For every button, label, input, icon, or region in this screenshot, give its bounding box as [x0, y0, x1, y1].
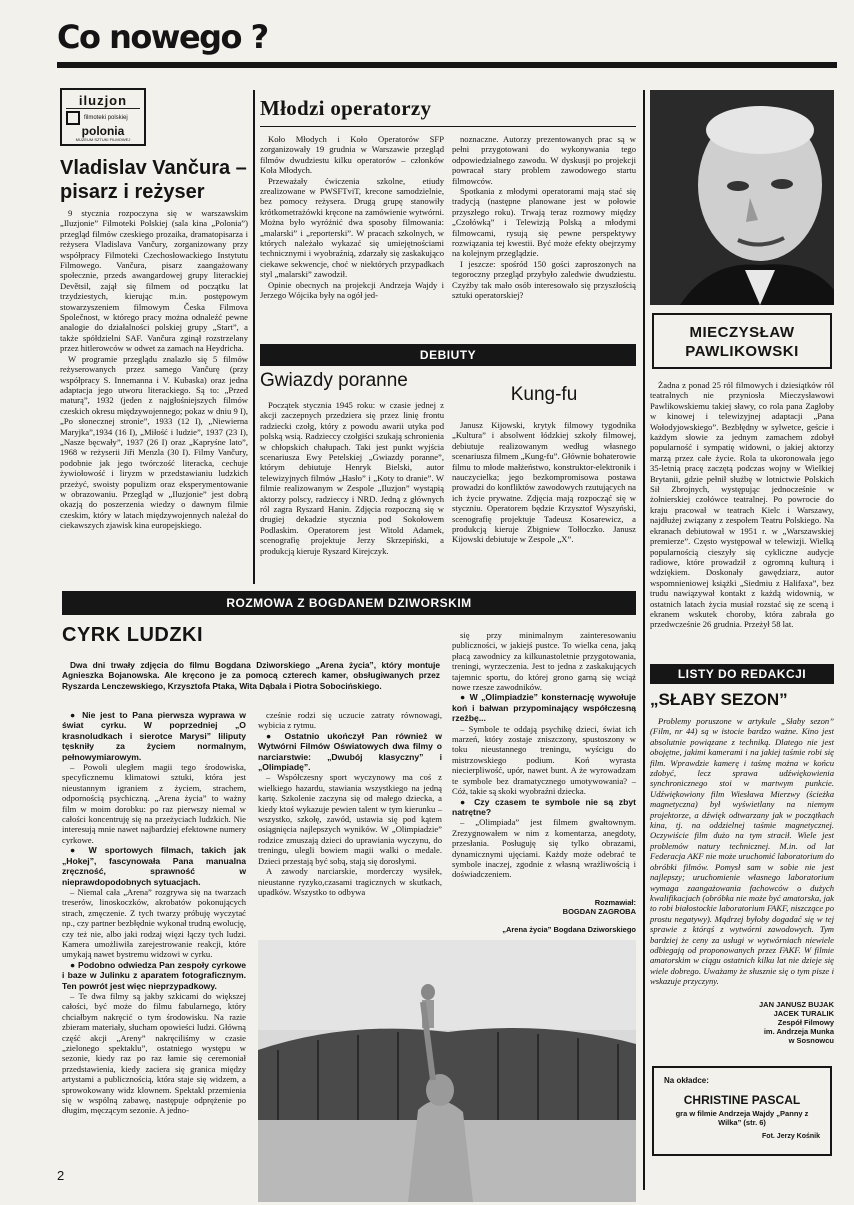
column-rule [253, 90, 255, 584]
vancura-headline: Vladislav Vančura – pisarz i reżyser [60, 157, 247, 203]
kungfu-body: Janusz Kijowski, krytyk filmowy tygodnika „Kultura” i absolwent łódzkiej szkoły filmowej, debiutuje realizowanym według własnego scenariusza filmem „Kung-fu”. Głównie bohaterowie filmu to młode małżeństwo, konstruktor-elektronik i nauczycielka; jego bezkompromisowa postawa prowadzi do konfliktów zawodowych rzutujących na ich życie prywatne. Zdjęcia mają rozpocząć się w styczniu. Operatorem będzie Krzysztof Wyszyński, scenografię projektuje Tadeusz Kosarewicz, a produkcją kieruje Zbigniew Tołłoczko. Janusz Kijowski debiutuje w Zespole „X”. [452, 420, 636, 545]
answer: – Niemal cała „Arena” rozgrywa się na twarzach treserów, linoskoczków, akrobatów pokonujących strach, zmęczenie. Z tych twarzy próbuję wyczytać np., czy partner bezbłędnie wykonał trudną ewolucję, czy też nie, albo jaki rodzaj więzi łączy tych ludzi. Kamera umożliwiła zarejestrowanie reakcji, które umykają nawet bystremu widzowi w cyrku. [62, 886, 246, 960]
kungfu-headline: Kung-fu [510, 384, 578, 405]
interviewer-label: Rozmawiał: [594, 898, 636, 907]
photo-caption: „Arena życia” Bogdana Dziworskiego [502, 925, 636, 934]
logo-word-iluzjon: iluzjon [66, 93, 140, 109]
logo-mark-icon [66, 111, 80, 125]
iluzjon-logo [60, 88, 146, 146]
pawlikowski-photo [650, 90, 834, 305]
answer: – „Olimpiada” jest filmem gwałtownym. Zrezygnowałem w nim z komentarza, anegdoty, przesłania. Posługuję się tylko obrazami, dynamicznymi ujęciami. Każdy może odebrać te symbole inaczej, zgodnie z własną wrażliwością i doświadczeniem. [452, 817, 636, 880]
listy-bar: LISTY DO REDAKCJI [650, 664, 834, 684]
interviewer-name: BOGDAN ZAGROBA [562, 907, 636, 916]
answer: się przy minimalnym zainteresowaniu publiczności, w jakiejś pustce. To wielka cena, jaką płacą zawodnicy za kilkunastoletnie przygotowania, treningi, wyrzeczenia. Jest to jedna z zaskakujących tajemnic sportu, do której grono garną się wciąż nowe rzesze zawodników. [452, 630, 636, 693]
rozmowa-bar: ROZMOWA Z BOGDANEM DZIWORSKIM [62, 591, 636, 615]
masthead-title: Co nowego ? [57, 18, 268, 56]
interviewer-block [452, 898, 636, 916]
answer: – Powoli uległem magii tego środowiska, specyficznemu klimatowi sztuki, która jest nieustannym igraniem z życiem, strachem, odpornością psychiczną. „Arena życia” to ważny film w moim dorobku: po raz pierwszy niemal w całości koncentruję się na przeżyciach ludzkich. Nie interesują mnie nawet najbardziej efektowne numery cyrkowe. [62, 762, 246, 845]
answer: cześnie rodzi się uczucie zatraty równowagi, wybicia z rytmu. [258, 710, 442, 731]
cyrk-col3 [452, 630, 636, 880]
mlodzi-paragraph: I jeszcze: spośród 150 gości zaproszonych na tegoroczny przegląd przybyło zaledwie dwudziestu. Czyżby tak mało osób interesowało się przyszłością sztuki operatorskiej? [452, 258, 636, 301]
mlodzi-paragraph: Spotkania z młodymi operatorami mają stać się tradycją (następne planowane jest w połowie przyszłego roku). Trwają teraz rozmowy między „Czołówką” i Telewizją Polską a młodymi filmowcami, rysują się pewne perspektywy rozwiązania tej kwestii. Być może efekty obejrzymy na kolejnym przeglądzie. [452, 186, 636, 259]
cyrk-lead: Dwa dni trwały zdjęcia do filmu Bogdana Dziworskiego „Arena życia”, który montuje Agnieszka Bojanowska. Ale kręcono je za pomocą czterech kamer, obsługiwanych przez Ryszarda Lenczewskiego, Krzysztofa Ptaka, Wita Dąbala i Piotra Sobocińskiego. [62, 660, 440, 691]
cover-label: Na okładce: [664, 1076, 709, 1085]
signature-line: JACEK TURALIK [773, 1009, 834, 1018]
mlodzi-paragraph: noznaczne. Autorzy prezentowanych prac są w pełni przygotowani do wykonywania tego odpowiedzialnego zawodu. W dyskusji po projekcji powracał stary problem zawodowego startu filmowców. [452, 134, 636, 186]
pawlikowski-name-line: MIECZYSŁAW [689, 324, 795, 341]
signature-line: JAN JANUSZ BUJAK [758, 1000, 834, 1009]
logo-word-polonia: polonia [81, 124, 125, 138]
vancura-paragraph: W programie przeglądu znalazło się 5 filmów reżyserowanych przez samego Vančurę (przy współpracy S. Innemanna i V. Kubaska) oraz jedna adaptacja jego utworu literackiego. Są to: „Przed maturą”, 1932 (jeden z najgłośniejszych filmów czeskich okresu międzywojennego; pokaz w dniu 9 I), „Po słonecznej stronie”, 1933 (12 I), „Niewierna Maryjka”,1934 (16 I), „Miłość i ludzie”, 1937 (23 I), „Nasze bęcwały”, 1937 (26 I) oraz „Kapryśne lato”, 1968 w reżyserii Jiři Menzla (30 I). Filmy Vančury, podobnie jak jego twórczość literacka, cechuje żywiołowość i liryzm w przedstawianiu ludzkich przeżyć, swoisty populizm oraz eksperymentowanie w obrazowaniu. Przegląd w „Iluzjonie” jest dobrą okazją do poszerzenia wiedzy o dawnym filmie czeskim, który w latach międzywojennych należał do ciekawszych zjawisk kina europejskiego. [60, 353, 248, 531]
vancura-paragraph: 9 stycznia rozpoczyna się w warszawskim „Iluzjonie” Filmoteki Polskiej (sala kina „Polonia”) przegląd filmów czeskiego prozaika, dramatopisarza i reżysera Vladislava Vančury, zorganizowany przy współpracy Filmoteki Czechosłowackiego Instytutu Filmowego. Vančura, pisarz zaangażowany społecznie, przeds awangardowej grupy literackiej Devětsil, zajął się filmem od początku lat trzydziestych, kierując m.in. postępowym stowarzyszeniem filmowym Česka Filmova Společnost, w którego pracy można odnaleźć pewne analogie do działalności polskiej grupy „Start”, a także spółdzielni SAF. Vančura zginął rozstrzelany przez hitlerowców w odwet za zamach na Heydricha. [60, 208, 248, 354]
question: ● Ostatnio ukończył Pan również w Wytwórni Filmów Oświatowych dwa filmy o narciarstwie: „Dwubój klasyczny” i „Olimpiadę”. [258, 730, 442, 773]
vancura-body [60, 208, 248, 531]
debiuty-bar: DEBIUTY [260, 344, 636, 366]
masthead-rule [57, 62, 837, 68]
pawlikowski-name-line: PAWLIKOWSKI [685, 343, 799, 360]
pawlikowski-body: Żadna z ponad 25 ról filmowych i dziesiątków ról teatralnych nie przyniosła Mieczysławowi Pawlikowskiemu takiej sławy, co rola pana Zagłoby w kinowej i telewizyjnej adaptacji „Pana Wołodyjowskiego”. Bezbłędny w sylwetce, geście i każdym słowie za jednym zamachem zdobył popularność i sympatię widowni, o jakiej aktorzy marzą przez całe życie. Rola ta ukoronowała jego 35-letnią pracę zaczętą podczas wojny w Wielkiej Brytanii, gdzie pełnił służbę w lotnictwie Polskich Sił Zbrojnych, występując jednocześnie w żołnierskiej czołówce teatralnej. Po powrocie do kraju pracował w teatrach Kielc i Warszawy, najdłużej związany z zespołem Teatru Polskiego. Na ekranach debiutował w 1951 r. w „Warszawskiej premierze”. Często występował w telewizji. Wielką popularnością cieszyły się cykliczne audycje radiowe, które prowadził z ogromną kulturą i wdziękiem. Doskonały gawędziarz, autor wspomnieniowej książki „Siedmiu z Halifaxa”, bez trudu nawiązywał kontakt z każdą widownią, w ostatnich latach życia musiał rozstać się ze sceną i ekranem wskutek choroby, która zabrała go przedwcześnie 26 grudnia. Przeżył 58 lat. [650, 380, 834, 630]
cover-box [652, 1066, 832, 1156]
logo-caption: MUZEUM SZTUKI FILMOWEJ [75, 137, 131, 142]
cover-credit: Fot. Jerzy Kośnik [762, 1133, 820, 1140]
signature-line: im. Andrzeja Munka [763, 1027, 834, 1036]
cyrk-col2 [258, 710, 442, 897]
signature-line: w Sosnowcu [788, 1036, 834, 1045]
portrait-illustration [650, 90, 834, 305]
mlodzi-paragraph: Opinie obecnych na projekcji Andrzeja Wajdy i Jerzego Wójcika były na ogół jed- [260, 279, 444, 301]
question: ● Czy czasem te symbole nie są zbyt natrętne? [452, 796, 636, 817]
circus-illustration [258, 940, 636, 1202]
circus-photo [258, 940, 636, 1202]
mlodzi-col1 [260, 134, 444, 301]
listy-title: „SŁABY SEZON” [650, 690, 788, 709]
logo-small-text: filmoteki polskiej [84, 114, 128, 121]
answer: – Te dwa filmy są jakby szkicami do większej całości, być może do filmu fabularnego, który chciałbym nakręcić o tym środowisku. Na razie zbieram materiały, słucham opowieści ludzi. Główną część akcji „Areny” nakręciliśmy w czasie „zielonego spektaklu”, ostatniego występu w sezonie, kiedy raz po raz łamie się ceremoniał przedstawienia, kiedy zaciera się granica między artystami a publicznością, która staje się widzem, a sprowokowany widz klownem. Spektakl przemienia się w wspólną zabawę, następuje odprężenie po długim, męczącym sezonie. A jedno- [62, 990, 246, 1116]
listy-body: Problemy poruszone w artykule „Słaby sezon” (Film, nr 44) są w istocie bardzo ważne. Kino jest absolutnie powiązane z techniką. Dlatego nie jest obojętne, jakimi kamerami i na jakiej taśmie robi się film. Wprawdzie kamerę i taśmę można w końcu zdobyć, lecz sprawa udźwiękowienia synchronicznego stoi w martwym punkcie. Udźwiękowiony film Wiesława Mierzwy (ścieżka magnetyczna) był wyświetlany na niemym projektorze, a dźwięk odtwarzany jak w początkach kina, tj. na oddzielnej taśmie magnetycznej. Oczywiście film dużo na tym stracił. Wiele jest problemów natury technicznej. M.in. od lat Federacja AKF nie może uruchomić laboratorium do obróbki filmów. Pomysł sam w sobie nie jest najlepszy; uruchomienie własnego laboratorium wymaga zaangażowania fachowców o dużych kwalifikacjach (obróbka nie może być amatorska, jak to robi białostockie laboratorium FAKF, niszczące po prostu negatywy). Mądrzej byłoby dogadać się w tej sprawie z którąś z wytwórni zawodowych. Tym bardziej że ceny za usługi w wytwórniach niewiele odbiegają od proponowanych przez FAKF. W filmie amatorskim w ciągu ostatnich kilku lat nie dzieje się wiele dobrego. Uważamy że słusznie się o tym pisze i wskazuje przyczyny. [650, 716, 834, 987]
listy-signature [650, 1000, 834, 1045]
gwiazdy-headline: Gwiazdy poranne [260, 370, 408, 391]
gwiazdy-body: Początek stycznia 1945 roku: w czasie jednej z akcji zaczepnych przedziera się przez linię frontu radziecki czołg, który z powodu awarii utyka pod polską wsią. Radzieccy czołgiści szukają schronienia w chłopskich chałupach. Taki jest punkt wyjścia scenariusza Ewy Petelskiej „Gwiazdy poranne”, którym debiutuje Henryk Bielski, autor telewizyjnych filmów „Hasło” i „Koty to dranie”. W filmie realizowanym w Zespole „Iluzjon” wystąpią aktorzy polscy, radzieccy i NRD. Jedną z głównych ról zagra Ryszard Hanin. Zdjęcia rozpoczną się w drugiej dekadzie stycznia pod Sokołowem Podlaskim. Operatorem jest Witold Adamek, scenografię projektuje Jerzy Skrzepiński, a produkcją kieruje Ryszard Kirejczyk. [260, 400, 444, 556]
page-number: 2 [57, 1168, 65, 1183]
mlodzi-rule [260, 126, 636, 127]
question: ● Nie jest to Pana pierwsza wyprawa w świat cyrku. W poprzedniej „O krasnoludkach i sierotce Marysi” liliputy tęskniły za życiem normalnym, pełnowymiarowym. [62, 710, 246, 762]
mlodzi-col2 [452, 134, 636, 301]
mlodzi-paragraph: Koło Młodych i Koło Operatorów SFP zorganizowały 19 grudnia w Warszawie przegląd filmów dwudziestu kilku operatorów – członków Koła Młodych. [260, 134, 444, 176]
signature-line: Zespół Filmowy [777, 1018, 834, 1027]
answer: A zawody narciarskie, morderczy wysiłek, nieustanne ryzyko,czasami tragicznych w skutkach, upadków. Wszystko to odbywa [258, 866, 442, 897]
mlodzi-headline: Młodzi operatorzy [260, 96, 432, 120]
cover-desc: gra w filmie Andrzeja Wajdy „Panny z Wilka” (str. 6) [675, 1109, 809, 1127]
question: ● W sportowych filmach, takich jak „Hokej”, fascynowała Pana manualna zręczność, sprawność w nieprawdopodobnych sytuacjach. [62, 845, 246, 887]
question: ● W „Olimpiadzie” konsternację wywołuje koń i bałwan przypominający współczesną rzeźbę... [452, 692, 636, 724]
column-rule [643, 90, 645, 1190]
answer: – Symbole te oddają psychikę dzieci, świat ich marzeń, który zostaje zniszczony, spustoszony w toku nieustannego treningu, wyścigu do mistrzowskiego podium. Koń wyrasta niecierpliwość, upór, nawet bunt. A że wyrowadzam te symbole bez dramatycznego umotywowania? – Cóż, takie są skoki wyobraźni dziecka. [452, 723, 636, 797]
cyrk-headline: CYRK LUDZKI [62, 624, 204, 646]
pawlikowski-name-box [652, 313, 832, 369]
cyrk-col1 [62, 710, 246, 1116]
answer: – Współczesny sport wyczynowy ma coś z wielkiego hazardu, stawiania wszystkiego na jedną kartę. Szkolenie zaczyna się od małego dziecka, a kiedy ktoś wykazuje pewien talent w tym kierunku – wszystko, szkołę, zawód, ustawia się pod kątem osiągnięcia najlepszych wyników. W „Olimpiadzie” rodzice zmuszają dzieci do uprawiania wyczynu, do treningu, ulegli bowiem magii walki o medale. Dzieci przestają być sobą, stają się dorosłymi. [258, 772, 442, 866]
question: ● Podobno odwiedza Pan zespoły cyrkowe i baze w Julinku z aparatem fotograficznym. Ten powrót jest więc nieprzypadkowy. [62, 959, 246, 991]
cover-name: CHRISTINE PASCAL [683, 1093, 801, 1107]
mlodzi-paragraph: Przeważały ćwiczenia szkolne, etiudy zrealizowane w PWSFTviT, krecone samodzielnie, bez pomocy reżysera. Drugą grupę stanowiły krótkometrażówki kręcone na zamówienie wytwórni. Można było wyróżnić dwa sposoby filmowania: „malarski” i „reporterski”. W pracach szkolnych, w których należało wykazać się umiejętnościami technicznymi i wyobraźnią, zdarzały się zaskakująco ciekawe sekwencje, choć w niektórych przypadkach styl „malarski” zawodził. [260, 175, 444, 280]
